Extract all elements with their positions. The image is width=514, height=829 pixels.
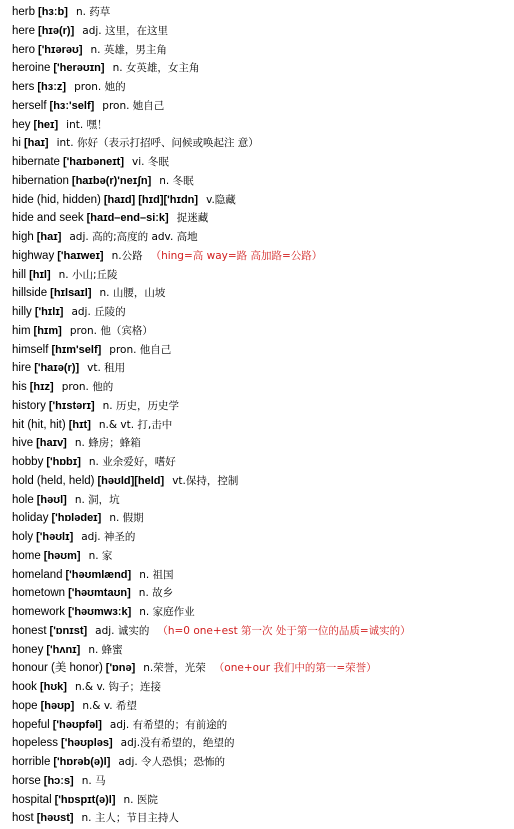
- vocab-definition: n. 家庭作业: [139, 606, 195, 618]
- vocab-phonetic: ['hɒlədeɪ]: [51, 512, 102, 525]
- vocab-entry: [12, 753, 233, 771]
- vocab-word: history: [12, 399, 46, 412]
- vocab-word: holiday: [12, 512, 49, 525]
- vocab-entry: [12, 622, 419, 640]
- vocab-entry: [12, 247, 330, 265]
- vocab-word: hide (hid, hidden): [12, 193, 101, 206]
- vocab-definition: 捉迷藏: [176, 212, 209, 225]
- vocab-word: hold (held, held): [12, 474, 95, 487]
- vocab-word: honest: [12, 624, 47, 637]
- vocab-phonetic: ['haɪə(r)]: [34, 362, 80, 375]
- vocab-entry: [12, 59, 207, 77]
- vocab-phonetic: [haɪ]: [23, 137, 49, 150]
- vocab-phonetic: ['ɒnɪst]: [49, 624, 88, 637]
- vocab-phonetic: [hʊk]: [39, 681, 67, 693]
- vocab-word: him: [12, 324, 31, 337]
- vocab-definition: vt.保持，控制: [172, 474, 239, 487]
- vocab-word: hillside: [12, 287, 48, 300]
- vocab-definition: n.荣誉，光荣: [143, 662, 206, 675]
- vocab-phonetic: ['həʊmtaʊn]: [68, 587, 131, 600]
- vocab-word: hospital: [12, 793, 52, 806]
- vocab-definition: n.公路: [111, 249, 143, 262]
- vocab-word: honey: [12, 643, 44, 656]
- vocab-entry: [12, 641, 131, 659]
- vocab-entry: [12, 78, 134, 96]
- vocab-entry: [12, 584, 181, 602]
- vocab-definition: n. 冬眠: [159, 174, 194, 187]
- vocab-definition: n. 药草: [75, 6, 111, 18]
- vocab-definition: n.& v. 希望: [82, 699, 137, 712]
- vocab-definition: n. 马: [81, 774, 106, 787]
- vocab-phonetic: [haɪ]: [36, 231, 62, 243]
- vocab-definition: n. 主人；节目主持人: [81, 812, 179, 825]
- vocab-word: hook: [12, 681, 37, 693]
- vocab-definition: v.隐藏: [206, 193, 236, 206]
- vocab-word: honour (美 honor): [12, 662, 103, 675]
- vocab-phonetic: [hɪm'self]: [51, 343, 102, 356]
- vocab-phonetic: [haɪv]: [36, 437, 67, 450]
- vocab-phonetic: ['hɒrəb(ə)l]: [53, 756, 111, 768]
- vocab-definition: n.& vt. 打,击中: [98, 418, 173, 431]
- vocab-word: hobby: [12, 456, 44, 468]
- vocab-entry: [12, 434, 149, 452]
- vocab-phonetic: ['həʊlɪ]: [36, 531, 74, 543]
- vocab-definition: pron. 她自己: [102, 99, 165, 112]
- vocab-word: his: [12, 381, 27, 393]
- vocab-definition: int. 你好（表示打招呼、问候或唤起注 意）: [56, 137, 259, 150]
- vocab-memory-note: （one+our 我们中的第一=荣誉）: [213, 662, 377, 675]
- vocab-phonetic: ['haɪweɪ]: [57, 249, 104, 262]
- vocab-definition: n. 英雄，男主角: [90, 43, 167, 56]
- vocab-entry: [12, 359, 133, 377]
- vocab-phonetic: ['hɒbɪ]: [46, 456, 81, 468]
- vocab-word: here: [12, 24, 36, 37]
- vocab-memory-note: （h=0 one+est 第一次 处于第一位的品质=诚实的）: [157, 624, 411, 637]
- vocab-entry: [12, 322, 161, 340]
- vocab-phonetic: ['hʌnɪ]: [46, 643, 81, 656]
- vocab-entry: [12, 153, 177, 171]
- vocab-phonetic: [həʊst]: [36, 812, 74, 825]
- vocab-definition: n. 小山;丘陵: [58, 268, 118, 281]
- vocab-phonetic: ['həʊmwɜːk]: [68, 606, 132, 618]
- vocab-word: home: [12, 549, 41, 562]
- vocab-phonetic: [haɪbə(r)'neɪʃn]: [71, 174, 152, 187]
- vocab-word: heroine: [12, 62, 51, 75]
- vocab-entry: [12, 678, 169, 696]
- vocab-phonetic: ['həʊpfəl]: [52, 718, 102, 731]
- vocab-word: horrible: [12, 756, 51, 768]
- vocab-word: hey: [12, 118, 31, 131]
- vocab-word: hers: [12, 81, 35, 93]
- vocab-entry: [12, 22, 176, 40]
- vocab-definition: n. 祖国: [139, 568, 174, 581]
- vocab-entry: [12, 172, 202, 190]
- vocab-entry: [12, 41, 175, 59]
- vocab-entry: [12, 528, 143, 546]
- vocab-definition: pron. 她的: [74, 81, 126, 93]
- vocab-word: hi: [12, 137, 21, 150]
- vocab-entry: [12, 772, 114, 790]
- vocab-entry: [12, 472, 246, 490]
- vocab-word: hometown: [12, 587, 66, 600]
- vocab-word: hit (hit, hit): [12, 418, 66, 431]
- vocab-word: hero: [12, 43, 36, 56]
- vocab-entry: [12, 209, 216, 227]
- vocab-definition: pron. 他（宾格）: [69, 324, 153, 337]
- vocab-definition: vt. 租用: [87, 362, 126, 375]
- vocab-phonetic: [haɪd] [hɪd]['hɪdn]: [103, 193, 199, 206]
- vocab-definition: n. 故乡: [138, 587, 174, 600]
- vocab-word: holy: [12, 531, 34, 543]
- vocab-definition: adj. 诚实的: [95, 624, 150, 637]
- vocab-phonetic: ['hɪlɪ]: [34, 306, 64, 318]
- vocab-phonetic: [hɪl]: [29, 268, 51, 281]
- vocab-phonetic: [hɪm]: [33, 324, 62, 337]
- vocab-entry: [12, 303, 134, 321]
- vocab-definition: n. 假期: [109, 512, 144, 525]
- vocab-definition: n. 家: [88, 549, 113, 562]
- vocab-entry: [12, 716, 235, 734]
- vocab-entry: [12, 809, 187, 827]
- vocab-word: hibernation: [12, 174, 69, 187]
- vocab-phonetic: [hɪt]: [68, 418, 91, 431]
- vocab-entry: [12, 509, 152, 527]
- vocab-phonetic: [heɪ]: [33, 118, 59, 131]
- vocab-definition: adj. 神圣的: [81, 531, 136, 543]
- vocab-word: hire: [12, 362, 32, 375]
- vocab-word: highway: [12, 249, 55, 262]
- vocab-phonetic: ['haɪbəneɪt]: [62, 156, 125, 168]
- vocab-entry: [12, 3, 118, 21]
- vocab-definition: n. 山腰，山坡: [99, 287, 166, 300]
- vocab-phonetic: [hɪz]: [29, 381, 54, 393]
- vocab-phonetic: ['hɪərəʊ]: [38, 43, 83, 56]
- vocab-phonetic: [həʊm]: [43, 549, 81, 562]
- vocab-definition: n.& v. 钩子；连接: [74, 681, 162, 693]
- vocab-entry: [12, 566, 182, 584]
- vocab-entry: [12, 228, 206, 246]
- vocab-word: hide and seek: [12, 212, 84, 225]
- vocab-word: hive: [12, 437, 34, 450]
- vocab-word: host: [12, 812, 34, 825]
- vocab-definition: n. 蜂蜜: [88, 643, 123, 656]
- vocab-word: homework: [12, 606, 66, 618]
- vocab-word: himself: [12, 343, 49, 356]
- vocab-phonetic: [həʊld][held]: [97, 474, 165, 487]
- vocab-definition: n. 业余爱好，嗜好: [88, 456, 176, 468]
- vocab-phonetic: ['ɒnə]: [105, 662, 136, 675]
- vocab-phonetic: [həʊp]: [40, 699, 75, 712]
- vocab-word: hopeless: [12, 737, 59, 750]
- vocab-phonetic: ['həʊmlænd]: [65, 568, 132, 581]
- vocab-definition: adj. 高的;高度的 adv. 高地: [69, 231, 198, 243]
- vocab-phonetic: [hɔːs]: [43, 774, 74, 787]
- vocab-entry: [12, 378, 121, 396]
- vocab-phonetic: ['herəʊɪn]: [53, 62, 105, 75]
- vocab-word: hill: [12, 268, 27, 281]
- vocab-entry: [12, 266, 126, 284]
- vocab-entry: [12, 697, 145, 715]
- vocab-entry: [12, 547, 120, 565]
- vocab-word: hole: [12, 493, 34, 506]
- vocab-definition: adj. 令人恐惧；恐怖的: [118, 756, 226, 768]
- vocab-entry: [12, 791, 166, 809]
- vocab-definition: n. 历史，历史学: [102, 399, 179, 412]
- vocab-word: hopeful: [12, 718, 50, 731]
- vocab-phonetic: [hɪə(r)]: [38, 24, 75, 37]
- vocab-definition: adj. 有希望的；有前途的: [109, 718, 228, 731]
- vocab-definition: adj. 这里，在这里: [82, 24, 168, 37]
- vocab-entry: [12, 603, 203, 621]
- vocab-word: homeland: [12, 568, 63, 581]
- vocab-word: herself: [12, 99, 47, 112]
- vocab-entry: [12, 659, 385, 677]
- vocab-phonetic: [haɪd–end–siːk]: [86, 212, 169, 225]
- vocab-entry: [12, 734, 243, 752]
- vocab-phonetic: [hɜː'self]: [49, 99, 95, 112]
- vocab-phonetic: ['hɒspɪt(ə)l]: [54, 793, 116, 806]
- vocab-word: horse: [12, 774, 41, 787]
- vocab-phonetic: [hɪlsaɪl]: [50, 287, 92, 300]
- vocab-entry: [12, 397, 187, 415]
- vocab-entry: [12, 491, 128, 509]
- vocab-definition: pron. 他自己: [109, 343, 172, 356]
- vocab-phonetic: [hɜːb]: [38, 6, 68, 18]
- vocab-entry: [12, 284, 173, 302]
- vocab-word: high: [12, 231, 34, 243]
- vocab-definition: n. 医院: [123, 793, 158, 806]
- vocab-entry: [12, 97, 172, 115]
- vocab-definition: n. 洞，坑: [74, 493, 120, 506]
- vocab-memory-note: （hing=高 way=路 高加路=公路）: [150, 249, 323, 262]
- vocab-definition: vi. 冬眠: [132, 156, 169, 168]
- vocab-definition: adj. 丘陵的: [71, 306, 126, 318]
- vocab-word: hope: [12, 699, 38, 712]
- vocab-phonetic: ['hɪstərɪ]: [48, 399, 95, 412]
- vocab-entry: [12, 341, 179, 359]
- vocab-phonetic: [həʊl]: [36, 493, 67, 506]
- vocab-definition: adj.没有希望的，绝望的: [120, 737, 235, 750]
- vocab-definition: int. 嘿！: [66, 118, 108, 131]
- vocab-entry: [12, 453, 184, 471]
- vocab-definition: n. 女英雄，女主角: [112, 62, 200, 75]
- vocab-phonetic: [hɜːz]: [37, 81, 67, 93]
- vocab-definition: n. 蜂房；蜂箱: [74, 437, 141, 450]
- vocab-phonetic: ['həʊpləs]: [61, 737, 113, 750]
- vocab-word: hibernate: [12, 156, 60, 168]
- vocab-word: herb: [12, 6, 36, 18]
- vocab-entry: [12, 416, 180, 434]
- vocab-word: hilly: [12, 306, 32, 318]
- vocab-entry: [12, 116, 116, 134]
- vocab-definition: pron. 他的: [61, 381, 114, 393]
- vocab-entry: [12, 134, 267, 152]
- vocab-entry: [12, 191, 244, 209]
